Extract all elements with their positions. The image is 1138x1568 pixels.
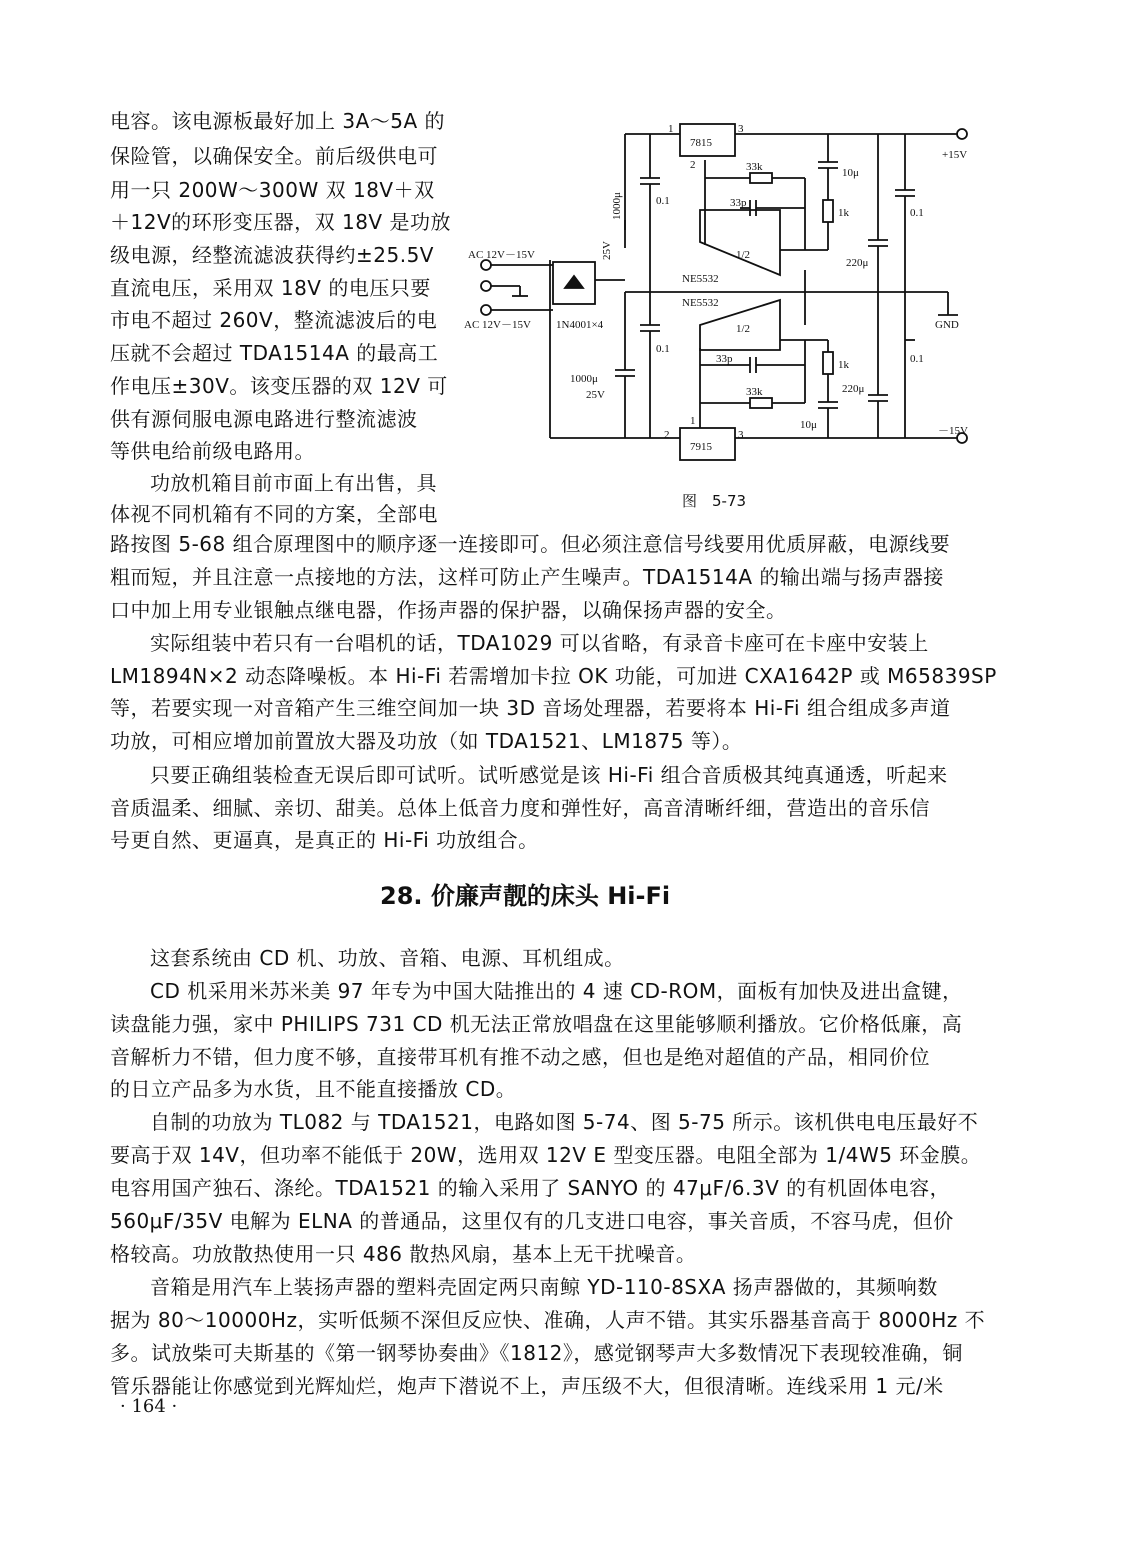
text-line: 用一只 200W～300W 双 18V＋双 [110, 178, 435, 202]
text-line: 供有源伺服电源电路进行整流滤波 [110, 407, 418, 431]
text-line: LM1894N×2 动态降噪板。本 Hi-Fi 若需增加卡拉 OK 功能，可加进 CXA1642P 或 M65839SP [110, 664, 997, 688]
svg-text:7915: 7915 [690, 441, 712, 453]
svg-text:1k: 1k [838, 207, 849, 219]
text-line: ＋12V的环形变压器，双 18V 是功放 [110, 210, 451, 234]
text-line: 等，若要实现一对音箱产生三维空间加一块 3D 音场处理器，若要将本 Hi-Fi 组合组成多声道 [110, 696, 951, 720]
svg-text:1000μ: 1000μ [611, 192, 623, 220]
text-line: 电容。该电源板最好加上 3A～5A 的 [110, 109, 446, 133]
page-number: · 164 · [120, 1396, 178, 1417]
text-line: CD 机采用米苏米美 97 年专为中国大陆推出的 4 速 CD-ROM，面板有加快及进出盒键， [150, 979, 963, 1003]
svg-text:+15V: +15V [942, 149, 968, 161]
text-line: 作电压±30V。该变压器的双 12V 可 [110, 374, 448, 398]
svg-text:AC 12V－15V: AC 12V－15V [464, 319, 531, 331]
svg-text:33p: 33p [730, 197, 747, 209]
text-line: 功放机箱目前市面上有出售，具 [150, 471, 437, 495]
text-line: 多。试放柴可夫斯基的《第一钢琴协奏曲》《1812》，感觉钢琴声大多数情况下表现较准确，铜 [110, 1341, 963, 1365]
text-line: 管乐器能让你感觉到光辉灿烂，炮声下潜说不上，声压级不大，但很清晰。连线采用 1 元/米 [110, 1374, 944, 1398]
figure-caption: 图 5-73 [682, 492, 747, 510]
text-line: 自制的功放为 TL082 与 TDA1521，电路如图 5-74、图 5-75 所示。该机供电电压最好不 [150, 1110, 979, 1134]
text-line: 的日立产品多为水货，且不能直接播放 CD。 [110, 1077, 517, 1101]
svg-text:1N4001×4: 1N4001×4 [556, 319, 604, 331]
svg-text:2: 2 [690, 159, 696, 171]
svg-text:NE5532: NE5532 [682, 297, 719, 309]
svg-text:1000μ: 1000μ [570, 373, 598, 385]
circuit-figure [450, 120, 990, 470]
svg-text:3: 3 [738, 429, 744, 441]
svg-text:10μ: 10μ [800, 419, 817, 431]
text-line: 实际组装中若只有一台唱机的话，TDA1029 可以省略，有录音卡座可在卡座中安装上 [150, 631, 929, 655]
section-title: 28. 价廉声靓的床头 Hi-Fi [380, 882, 671, 910]
text-line: 级电源，经整流滤波获得约±25.5V [110, 243, 434, 267]
svg-text:0.1: 0.1 [656, 195, 670, 207]
svg-text:0.1: 0.1 [910, 353, 924, 365]
text-line: 音质温柔、细腻、亲切、甜美。总体上低音力度和弹性好，高音清晰纤细，营造出的音乐信 [110, 796, 930, 820]
opamp-top [700, 210, 780, 275]
text-line: 音箱是用汽车上装扬声器的塑料壳固定两只南鲸 YD-110-8SXA 扬声器做的，其频响数 [150, 1275, 938, 1299]
text-line: 直流电压，采用双 18V 的电压只要 [110, 276, 431, 300]
svg-text:0.1: 0.1 [910, 207, 924, 219]
text-line: 音解析力不错，但力度不够，直接带耳机有推不动之感，但也是绝对超值的产品，相同价位 [110, 1045, 930, 1069]
svg-text:33p: 33p [716, 353, 733, 365]
svg-text:1: 1 [690, 415, 696, 427]
svg-text:－15V: －15V [938, 425, 968, 437]
text-line: 体视不同机箱有不同的方案，全部电 [110, 502, 438, 526]
text-line: 电容用国产独石、涤纶。TDA1521 的输入采用了 SANYO 的 47μF/6.3V 的有机固体电容， [110, 1176, 951, 1200]
svg-text:1/2: 1/2 [736, 323, 751, 335]
text-line: 只要正确组装检查无误后即可试听。试听感觉是该 Hi-Fi 组合音质极其纯真通透，听起来 [150, 763, 948, 787]
text-line: 口中加上用专业银触点继电器，作扬声器的保护器，以确保扬声器的安全。 [110, 598, 787, 622]
svg-text:0.1: 0.1 [656, 343, 670, 355]
svg-text:25V: 25V [601, 241, 613, 260]
svg-text:NE5532: NE5532 [682, 273, 719, 285]
circuit-diagram [450, 120, 990, 470]
text-line: 560μF/35V 电解为 ELNA 的普通品，这里仅有的几支进口电容，事关音质，不容马虎，但价 [110, 1209, 954, 1233]
svg-text:220μ: 220μ [846, 257, 869, 269]
svg-text:1: 1 [668, 123, 674, 135]
text-line: 等供电给前级电路用。 [110, 439, 315, 463]
svg-text:10μ: 10μ [842, 167, 859, 179]
svg-text:2: 2 [664, 429, 670, 441]
text-line: 格较高。功放散热使用一只 486 散热风扇，基本上无干扰噪音。 [110, 1242, 697, 1266]
svg-text:33k: 33k [746, 161, 763, 173]
text-line: 这套系统由 CD 机、功放、音箱、电源、耳机组成。 [150, 946, 625, 970]
svg-text:25V: 25V [586, 389, 605, 401]
text-line: 读盘能力强，家中 PHILIPS 731 CD 机无法正常放唱盘在这里能够顺利播放。它价格低廉，高 [110, 1012, 963, 1036]
text-line: 粗而短，并且注意一点接地的方法，这样可防止产生噪声。TDA1514A 的输出端与扬声器接 [110, 565, 944, 589]
text-line: 功放，可相应增加前置放大器及功放（如 TDA1521、LM1875 等）。 [110, 729, 743, 753]
text-line: 保险管，以确保安全。前后级供电可 [110, 144, 438, 168]
svg-text:1/2: 1/2 [736, 249, 751, 261]
text-line: 市电不超过 260V，整流滤波后的电 [110, 308, 438, 332]
svg-text:AC 12V－15V: AC 12V－15V [468, 249, 535, 261]
svg-text:7815: 7815 [690, 137, 712, 149]
text-line: 压就不会超过 TDA1514A 的最高工 [110, 341, 439, 365]
text-line: 据为 80～10000Hz，实听低频不深但反应快、准确，人声不错。其实乐器基音高于 8000Hz 不 [110, 1308, 986, 1332]
svg-text:220μ: 220μ [842, 383, 865, 395]
svg-text:3: 3 [738, 123, 744, 135]
svg-text:1k: 1k [838, 359, 849, 371]
svg-text:GND: GND [935, 319, 959, 331]
text-line: 路按图 5-68 组合原理图中的顺序逐一连接即可。但必须注意信号线要用优质屏蔽，电源线要 [110, 532, 951, 556]
text-line: 要高于双 14V，但功率不能低于 20W，选用双 12V E 型变压器。电阻全部为 1/4W5 环金膜。 [110, 1143, 982, 1167]
text-line: 号更自然、更逼真，是真正的 Hi-Fi 功放组合。 [110, 828, 539, 852]
svg-text:33k: 33k [746, 386, 763, 398]
